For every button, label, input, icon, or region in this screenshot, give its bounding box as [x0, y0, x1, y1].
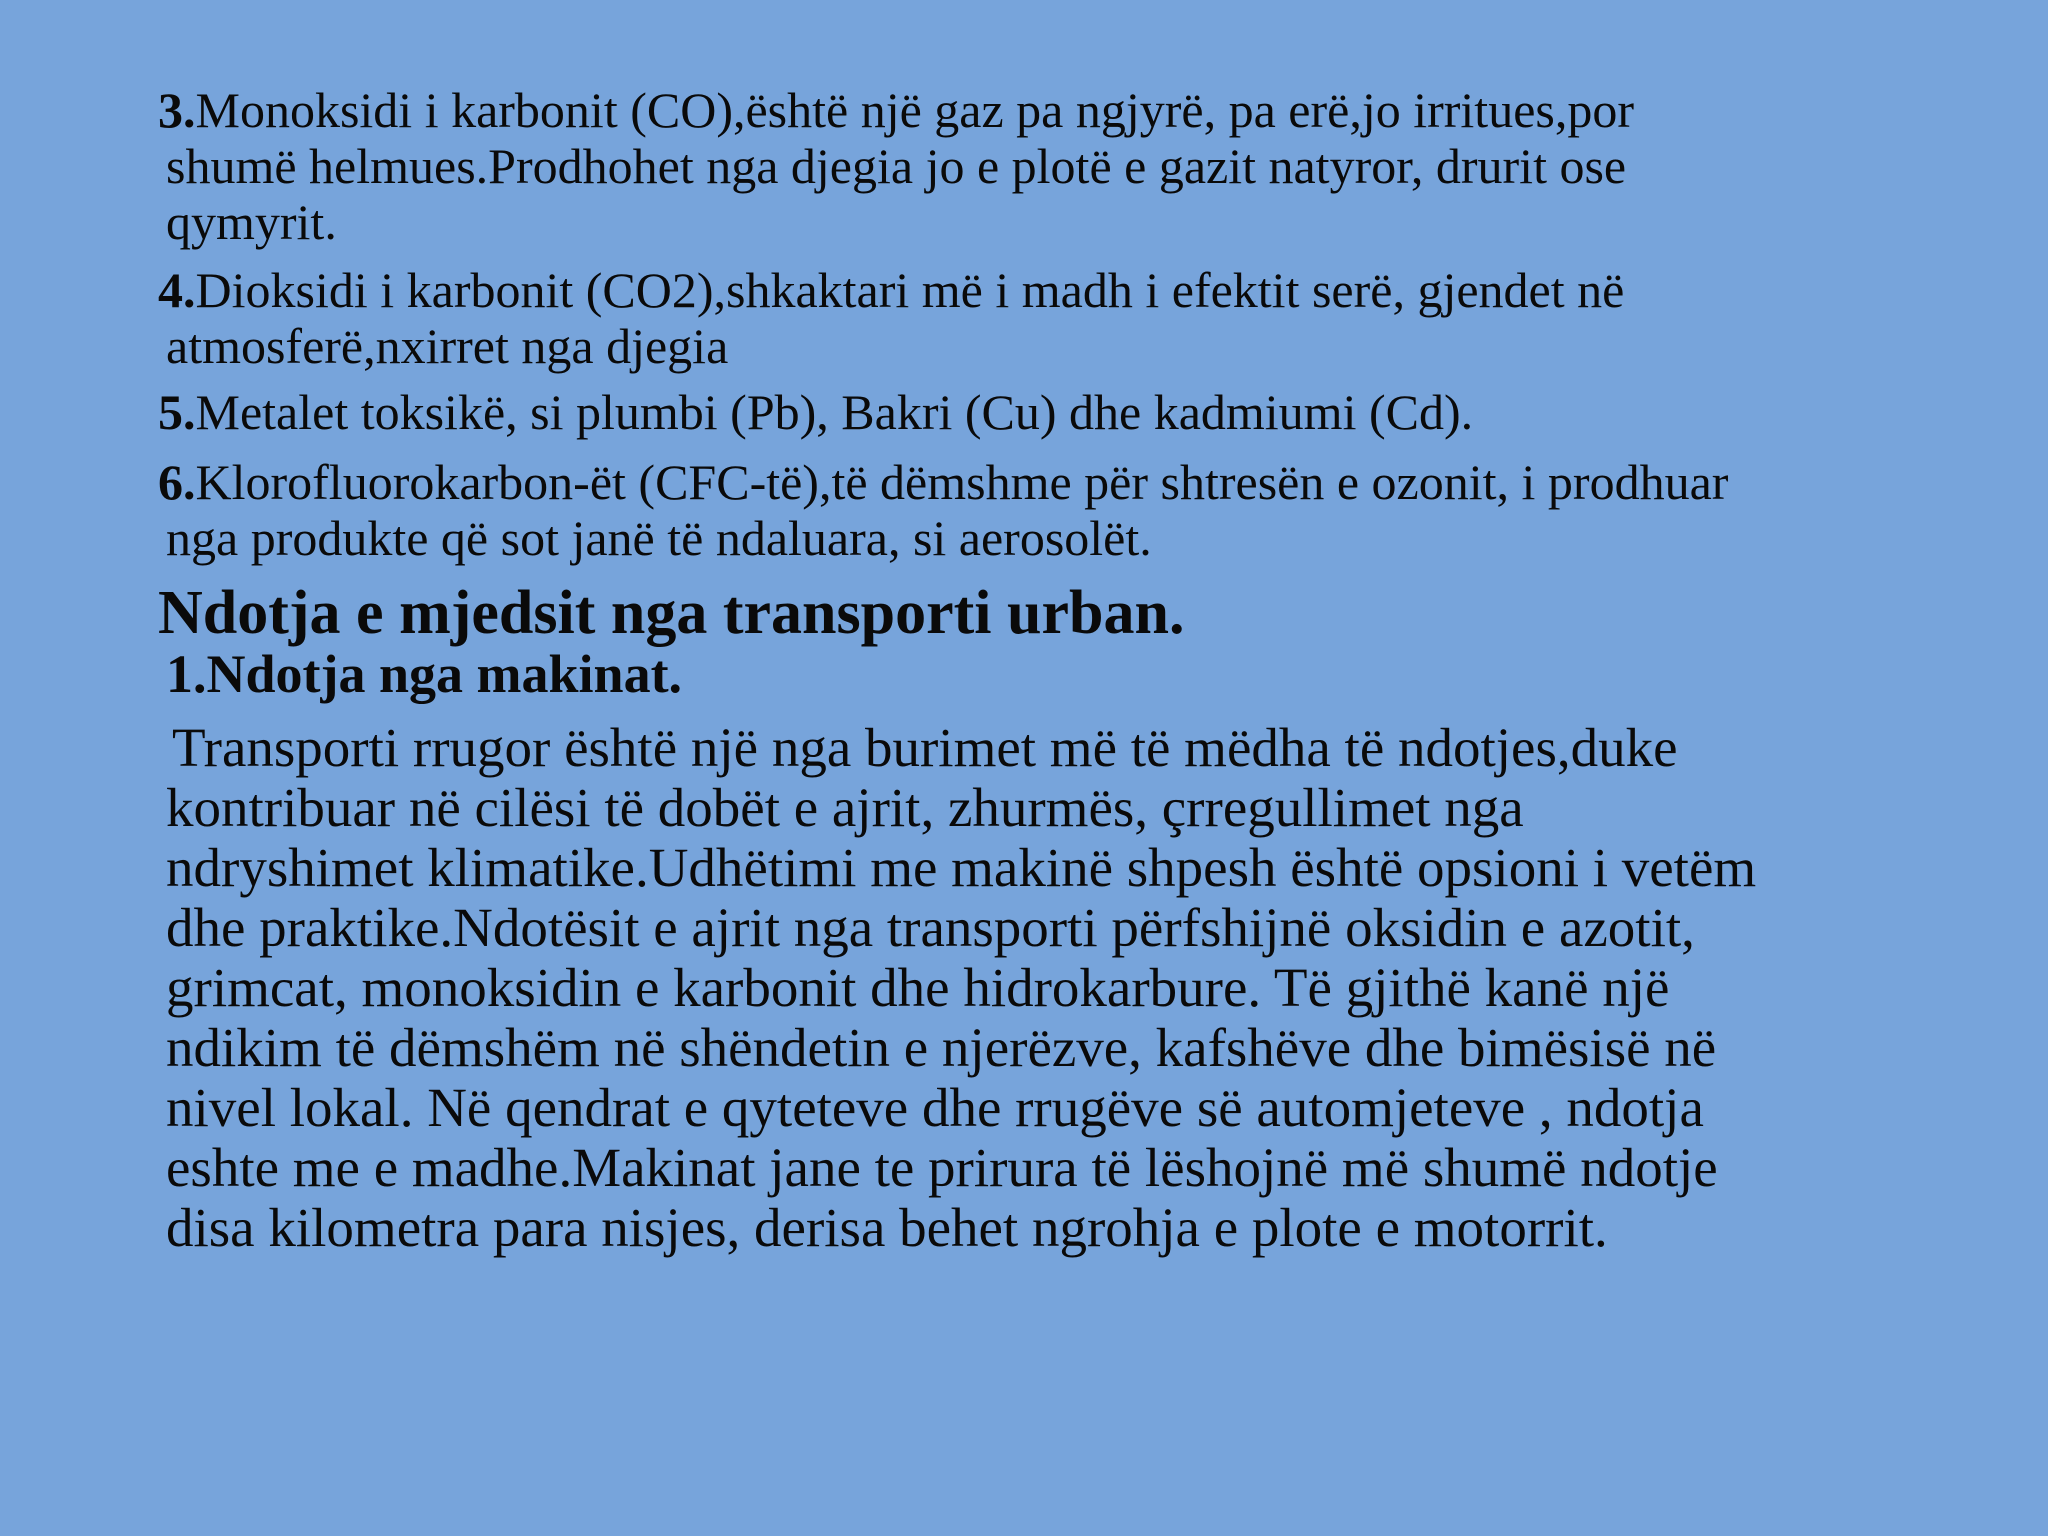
paragraph-line: grimcat, monoksidin e karbonit dhe hidrokarbure. Të gjithë kanë një [166, 957, 1670, 1018]
section-subheading: 1.Ndotja nga makinat. [166, 644, 683, 704]
list-item-5 [158, 384, 1998, 440]
item-line: Dioksidi i karbonit (CO2),shkaktari më i madh i efektit serë, gjendet në [195, 262, 1625, 318]
list-item-4 [158, 262, 1998, 374]
paragraph-line: disa kilometra para nisjes, derisa behet ngrohja e plote e motorrit. [166, 1197, 1608, 1258]
item-line: Klorofluorokarbon-ët (CFC-të),të dëmshme për shtresën e ozonit, i prodhuar [195, 454, 1729, 510]
list-item-3 [158, 82, 1998, 250]
item-line: Monoksidi i karbonit (CO),është një gaz pa ngjyrë, pa erë,jo irritues,por [195, 82, 1635, 138]
section-heading: Ndotja e mjedsit nga transporti urban. [158, 579, 1185, 647]
item-line: qymyrit. [166, 194, 337, 250]
paragraph-line: dhe praktike.Ndotësit e ajrit nga transporti përfshijnë oksidin e azotit, [166, 897, 1695, 958]
item-number: 4. [158, 262, 196, 318]
paragraph-line: nivel lokal. Në qendrat e qyteteve dhe rrugëve së automjeteve , ndotja [166, 1077, 1704, 1138]
paragraph-line: eshte me e madhe.Makinat jane te prirura të lëshojnë më shumë ndotje [166, 1137, 1718, 1198]
paragraph-line: Transporti rrugor është një nga burimet më të mëdha të ndotjes,duke [172, 717, 1678, 778]
item-line: shumë helmues.Prodhohet nga djegia jo e plotë e gazit natyror, drurit ose [166, 138, 1627, 194]
item-number: 6. [158, 454, 196, 510]
item-number: 3. [158, 82, 196, 138]
list-item-6 [158, 454, 1998, 566]
paragraph-line: kontribuar në cilësi të dobët e ajrit, zhurmës, çrregullimet nga [166, 777, 1524, 838]
item-line: nga produkte që sot janë të ndaluara, si aerosolët. [166, 510, 1152, 566]
paragraph-line: ndryshimet klimatike.Udhëtimi me makinë shpesh është opsioni i vetëm [166, 837, 1757, 898]
item-line: Metalet toksikë, si plumbi (Pb), Bakri (Cu) dhe kadmiumi (Cd). [195, 384, 1474, 440]
paragraph-line: ndikim të dëmshëm në shëndetin e njerëzve, kafshëve dhe bimësisë në [166, 1017, 1717, 1078]
item-number: 5. [158, 384, 196, 440]
item-line: atmosferë,nxirret nga djegia [166, 318, 729, 374]
body-paragraph [166, 718, 2006, 1258]
